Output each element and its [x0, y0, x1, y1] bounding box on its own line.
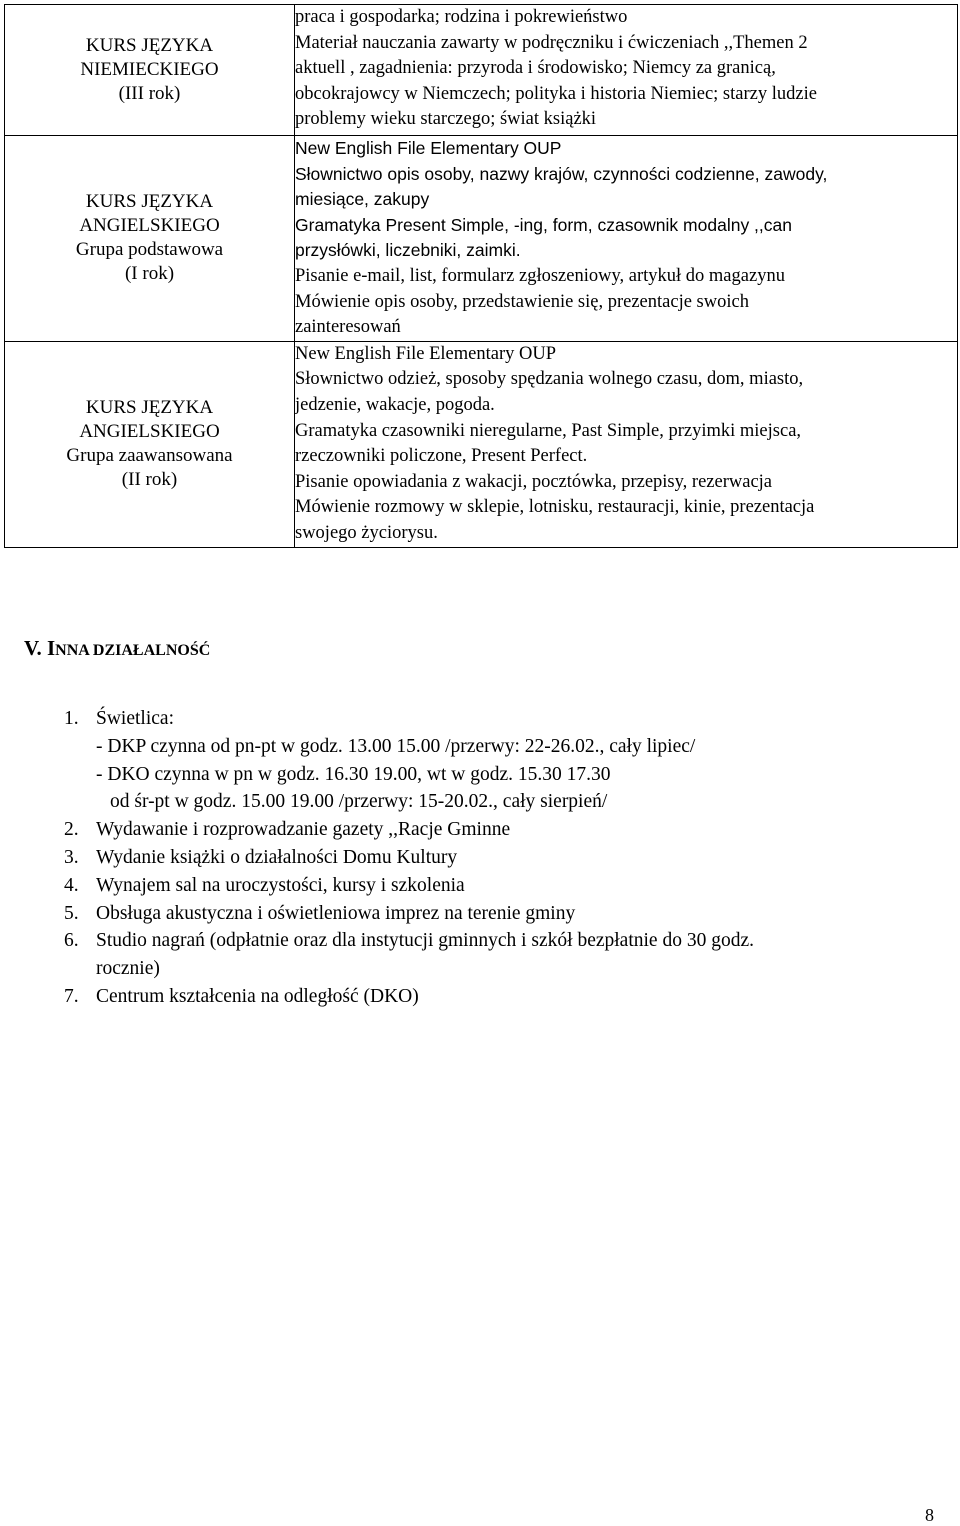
list-item-text: Wynajem sal na uroczystości, kursy i szkolenia — [96, 874, 465, 896]
description-line: aktuell , zagadnienia: przyroda i środowisko; Niemcy za granicą, — [295, 58, 776, 79]
course-row-german — [5, 5, 958, 136]
course-row-english-advanced — [5, 341, 958, 547]
course-name-line: (I rok) — [124, 263, 175, 285]
description-line: Mówienie rozmowy w sklepie, lotnisku, restauracji, kinie, prezentacja — [295, 497, 815, 518]
list-item-number: 5. — [64, 902, 79, 924]
course-name-cell — [5, 341, 295, 547]
list-item — [64, 900, 944, 928]
list-item-number: 6. — [64, 930, 79, 952]
activities-list — [64, 705, 944, 1011]
description-line: praca i gospodarka; rodzina i pokrewieństwo — [295, 7, 628, 27]
description-line: rzeczowniki policzone, Present Perfect. — [295, 446, 588, 467]
list-item — [64, 844, 944, 872]
description-line: Gramatyka Present Simple, -ing, form, czasownik modalny ,,can — [295, 214, 792, 235]
course-name-cell — [5, 136, 295, 342]
list-item — [64, 816, 944, 844]
list-item-number: 7. — [64, 985, 79, 1007]
description-line: New English File Elementary OUP — [295, 138, 562, 158]
list-subitem-continuation: od śr-pt w godz. 15.00 19.00 /przerwy: 15-20.02., cały sierpień/ — [110, 791, 608, 813]
description-line: New English File Elementary OUP — [295, 343, 557, 364]
course-description — [295, 5, 958, 136]
list-item-continuation: rocznie) — [96, 958, 160, 980]
course-name-line: ANGIELSKIEGO — [79, 421, 220, 443]
course-description — [295, 341, 958, 547]
description-line: Gramatyka czasowniki nieregularne, Past Simple, przyimki miejsca, — [295, 420, 802, 441]
courses-table — [4, 4, 958, 548]
description-line: Słownictwo opis osoby, nazwy krajów, czynności codzienne, zawody, — [295, 163, 828, 184]
course-name-line: Grupa zaawansowana — [66, 445, 233, 467]
description-line: Materiał nauczania zawarty w podręczniku i ćwiczeniach ,,Themen 2 — [295, 32, 808, 53]
course-description — [295, 136, 958, 342]
list-item-text: Obsługa akustyczna i oświetleniowa imprez na terenie gminy — [96, 902, 576, 924]
course-row-english-basic — [5, 136, 958, 342]
section-heading-number: V. I — [24, 636, 56, 660]
course-name-line: (III rok) — [118, 83, 181, 104]
list-item-text: Wydanie książki o działalności Domu Kultury — [96, 846, 458, 868]
list-item-text: Wydawanie i rozprowadzanie gazety ,,Racje Gminne — [96, 819, 511, 841]
description-line: Pisanie opowiadania z wakacji, pocztówka, przepisy, rezerwacja — [295, 471, 773, 492]
description-line: Pisanie e-mail, list, formularz zgłoszeniowy, artykuł do magazynu — [295, 265, 785, 286]
description-line: Mówienie opis osoby, przedstawienie się, prezentacje swoich — [295, 291, 749, 312]
description-line: zainteresowań — [295, 317, 401, 338]
list-item-text: Centrum kształcenia na odległość (DKO) — [96, 985, 419, 1007]
description-line: obcokrajowcy w Niemczech; polityka i historia Niemiec; starzy ludzie — [295, 83, 817, 104]
description-line: problemy wieku starczego; świat książki — [295, 109, 597, 130]
course-name-line: KURS JĘZYKA — [85, 35, 214, 56]
description-line: Słownictwo odzież, sposoby spędzania wolnego czasu, dom, miasto, — [295, 369, 804, 390]
page-number: 8 — [925, 1505, 934, 1525]
course-name-line: KURS JĘZYKA — [85, 397, 214, 419]
course-name-line: ANGIELSKIEGO — [79, 215, 220, 237]
list-item — [64, 983, 944, 1011]
course-name-line: NIEMIECKIEGO — [80, 59, 219, 80]
description-line: swojego życiorysu. — [295, 522, 438, 543]
description-line: miesiące, zakupy — [295, 189, 430, 210]
course-name-cell — [5, 5, 295, 136]
description-line: jedzenie, wakacje, pogoda. — [295, 394, 495, 415]
list-item-number: 4. — [64, 874, 79, 896]
list-item-number: 1. — [64, 708, 79, 729]
list-subitem: - DKP czynna od pn-pt w godz. 13.00 15.00 /przerwy: 22-26.02., cały lipiec/ — [96, 735, 696, 757]
section-heading — [24, 636, 210, 661]
list-item-number: 2. — [64, 819, 79, 841]
description-line: przysłówki, liczebniki, zaimki. — [295, 240, 521, 261]
list-item — [64, 872, 944, 900]
course-name-line: (II rok) — [121, 469, 178, 491]
section-heading-rest: NNA DZIAŁALNOŚĆ — [55, 642, 211, 659]
course-name-line: KURS JĘZYKA — [85, 191, 214, 213]
list-item-text: Świetlica: — [96, 708, 174, 729]
list-subitem: - DKO czynna w pn w godz. 16.30 19.00, wt w godz. 15.30 17.30 — [96, 763, 611, 785]
list-item-number: 3. — [64, 846, 79, 868]
list-item-text: Studio nagrań (odpłatnie oraz dla instytucji gminnych i szkół bezpłatnie do 30 godz. — [96, 930, 754, 952]
course-name-line: Grupa podstawowa — [75, 239, 224, 261]
list-item — [64, 705, 944, 733]
list-item — [64, 927, 944, 955]
